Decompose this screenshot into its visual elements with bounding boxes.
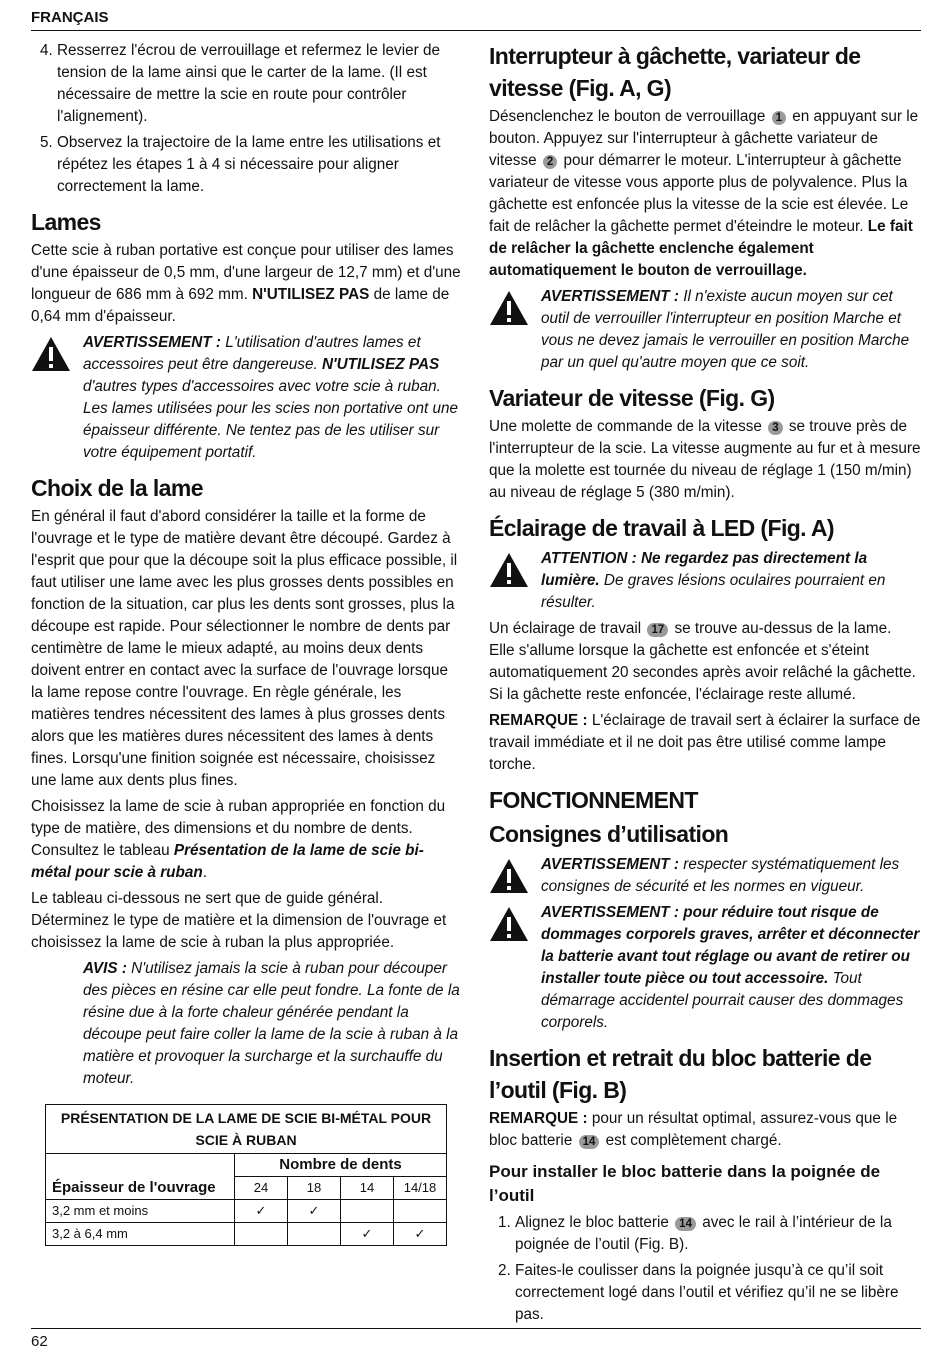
callout-badge: 3 — [768, 421, 782, 435]
batterie-subtitle: Pour installer le bloc batterie dans la poignée de l’outil — [489, 1162, 881, 1205]
warning-icon — [489, 290, 529, 326]
table-cell: ✓ — [288, 1200, 341, 1223]
table-row-header: Épaisseur de l'ouvrage — [46, 1177, 235, 1200]
table-row — [46, 1200, 447, 1223]
table-col-header: 18 — [288, 1177, 341, 1200]
alignment-steps — [31, 40, 461, 198]
table-cell: ✓ — [235, 1200, 288, 1223]
choix-paragraph-2: Choisissez la lame de scie à ruban appropriée en fonction du type de matière, des dimensions et du nombre de dents. Consultez le tableau Présentation de la lame de scie bi-métal pour scie à ruban. — [31, 798, 446, 881]
table-col-header: 24 — [235, 1177, 288, 1200]
right-column — [489, 40, 921, 1330]
callout-badge: 1 — [772, 111, 786, 125]
table-row — [46, 1223, 447, 1246]
choix-paragraph-1: En général il faut d'abord considérer la taille et la forme de l'ouvrage et le type de matière devant être découpé. Gardez à l'esprit que pour que la découpe soit la plus efficace possible, il faut utiliser une lame avec les plus grosses dents possibles en fonction de la situation, car plus les dents sont grosses, plus la découpe est rapide. Pour sélectionner le nombre de dents par centimètre de lame le mieux adapté, au moins deux dents doivent entrer en contact avec la surface de l'ouvrage lorsque la lame repose contre l'ouvrage. En règle générale, les matières tendres nécessitent des lames à plus grosses dents alors que les matières dures nécessitent des lames à dents fines. Lorsqu'une finition soignée est nécessaire, choisissez une lame aux dents plus fines. — [31, 508, 458, 789]
left-column — [31, 40, 461, 1246]
warning-icon — [489, 858, 529, 894]
header-rule — [31, 30, 921, 31]
consignes-warning-1: AVERTISSEMENT : respecter systématiquement les consignes de sécurité et les normes en vigueur. — [489, 854, 921, 898]
table-row-label: 3,2 à 6,4 mm — [46, 1223, 235, 1246]
eclairage-attention: ATTENTION : Ne regardez pas directement la lumière. De graves lésions oculaires pourraient en résulter. — [489, 548, 921, 614]
gachette-warning: AVERTISSEMENT : Il n'existe aucun moyen sur cet outil de verrouiller l'interrupteur en position Marche et vous ne devez jamais le verrouiller en position Marche par un quel qu'autre moyen que ce soit. — [489, 286, 921, 374]
eclairage-remark: REMARQUE : L'éclairage de travail sert à éclairer la surface de travail immédiate et il ne doit pas être utilisé comme lampe torche. — [489, 712, 921, 773]
callout-badge: 14 — [579, 1135, 600, 1149]
table-cell: ✓ — [394, 1223, 447, 1246]
lames-paragraph: Cette scie à ruban portative est conçue pour utiliser des lames d'une épaisseur de 0,5 mm, d'une largeur de 12,7 mm) et d'une longueur de 686 mm à 692 mm. N'UTILISEZ PAS de lame de 0,64 mm d'épaisseur. — [31, 242, 461, 325]
footer-rule — [31, 1328, 921, 1329]
step-5: 5. Observez la trajectoire de la lame entre les utilisations et répétez les étapes 1 à 4 si nécessaire pour aligner correctement la lame. — [57, 132, 461, 198]
table-cell — [341, 1200, 394, 1223]
language-header: FRANÇAIS — [31, 9, 109, 26]
page-number: 62 — [31, 1333, 48, 1350]
consignes-warning-2: AVERTISSEMENT : pour réduire tout risque de dommages corporels graves, arrêter et déconnecter la batterie avant tout réglage ou avant de retirer ou installer toute pièce ou tout accessoire. Tout démarrage accidentel pourrait causer des dommages corporels. — [489, 902, 921, 1034]
table-caption: PRÉSENTATION DE LA LAME DE SCIE BI-MÉTAL POUR SCIE À RUBAN — [46, 1105, 447, 1154]
gachette-paragraph: Désenclenchez le bouton de verrouillage 1 en appuyant sur le bouton. Appuyez sur l'interrupteur à gâchette variateur de vitesse 2 pour démarrer le moteur. L'interrupteur à gâchette variateur de vitesse vous apporte plus de polyvalence. Plus la gâchette est enfoncée plus la vitesse de la scie est élevée. Le fait de relâcher la gâchette permet d'éteindre le moteur. Le fait de relâcher la gâchette enclenche également automatiquement le bouton de verrouillage. — [489, 108, 919, 279]
table-cell — [288, 1223, 341, 1246]
batterie-remark: REMARQUE : pour un résultat optimal, assurez-vous que le bloc batterie 14 est complètement chargé. — [489, 1110, 898, 1149]
eclairage-paragraph: Un éclairage de travail 17 se trouve au-dessus de la lame. Elle s'allume lorsque la gâchette est enfoncée et s'éteint automatiquement 20 secondes après avoir relâché la gâchette. Si la gâchette reste enfoncée, l'éclairage reste allumé. — [489, 620, 916, 703]
choix-paragraph-3: Le tableau ci-dessous ne sert que de guide général. Déterminez le type de matière et la dimension de l'ouvrage et choisissez la lame de scie à ruban la plus appropriée. — [31, 890, 447, 951]
table-cell — [235, 1223, 288, 1246]
callout-badge: 14 — [675, 1217, 696, 1231]
table-row-label: 3,2 mm et moins — [46, 1200, 235, 1223]
section-title-batterie: Insertion et retrait du bloc batterie de l’outil (Fig. B) — [489, 1045, 872, 1103]
table-col-header: 14 — [341, 1177, 394, 1200]
step-4: 4. Resserrez l'écrou de verrouillage et refermez le levier de tension de la lame ainsi que le carter de la lame. (Il est nécessaire de mettre la scie en route pour contrôler l'alignement). — [57, 40, 461, 128]
battery-install-steps — [489, 1212, 921, 1326]
table-col-header: 14/18 — [394, 1177, 447, 1200]
section-title-lames: Lames — [31, 209, 101, 235]
section-title-choix: Choix de la lame — [31, 475, 203, 501]
section-title-eclairage: Éclairage de travail à LED (Fig. A) — [489, 515, 834, 541]
section-title-variateur: Variateur de vitesse (Fig. G) — [489, 385, 775, 411]
blade-table — [45, 1104, 447, 1246]
table-group-header: Nombre de dents — [235, 1154, 447, 1177]
warning-icon — [489, 906, 529, 942]
warning-icon — [489, 552, 529, 588]
section-title-fonctionnement: FONCTIONNEMENT — [489, 787, 698, 813]
lames-warning — [31, 332, 461, 464]
warning-icon — [31, 336, 71, 372]
battery-step-2: 2. Faites-le coulisser dans la poignée jusqu’à ce qu’il soit correctement logé dans l’outil et vérifiez qu’il ne se libère pas. — [515, 1260, 921, 1326]
variateur-paragraph: Une molette de commande de la vitesse 3 se trouve près de l'interrupteur de la scie. La vitesse augmente au fur et à mesure que la molette est tournée du niveau de réglage 1 (150 m/min) au niveau de réglage 5 (380 m/min). — [489, 418, 921, 501]
section-title-gachette: Interrupteur à gâchette, variateur de vitesse (Fig. A, G) — [489, 43, 861, 101]
lames-warning-text: AVERTISSEMENT : L'utilisation d'autres lames et accessoires peut être dangereuse. N'UTILISEZ PAS d'autres types d'accessoires avec votre scie à ruban. Les lames utilisées pour les scies non portative ont une épaisseur différente. Ne tentez pas de les utiliser sur votre équipement portatif. — [83, 334, 458, 461]
callout-badge: 2 — [543, 155, 557, 169]
table-cell: ✓ — [341, 1223, 394, 1246]
battery-step-1: 1. Alignez le bloc batterie 14 avec le rail à l’intérieur de la poignée de l’outil (Fig. B). — [515, 1212, 921, 1256]
section-title-consignes: Consignes d’utilisation — [489, 821, 729, 847]
table-cell — [394, 1200, 447, 1223]
callout-badge: 17 — [647, 623, 668, 637]
resin-notice: AVIS : N'utilisez jamais la scie à ruban pour découper des pièces en résine car elle peut fondre. La fonte de la résine due à la forte chaleur générée pendant la découpe peut faire coller la lame de la scie à ruban à la matière et provoquer la surcharge et la surchauffe du moteur. — [83, 960, 460, 1087]
